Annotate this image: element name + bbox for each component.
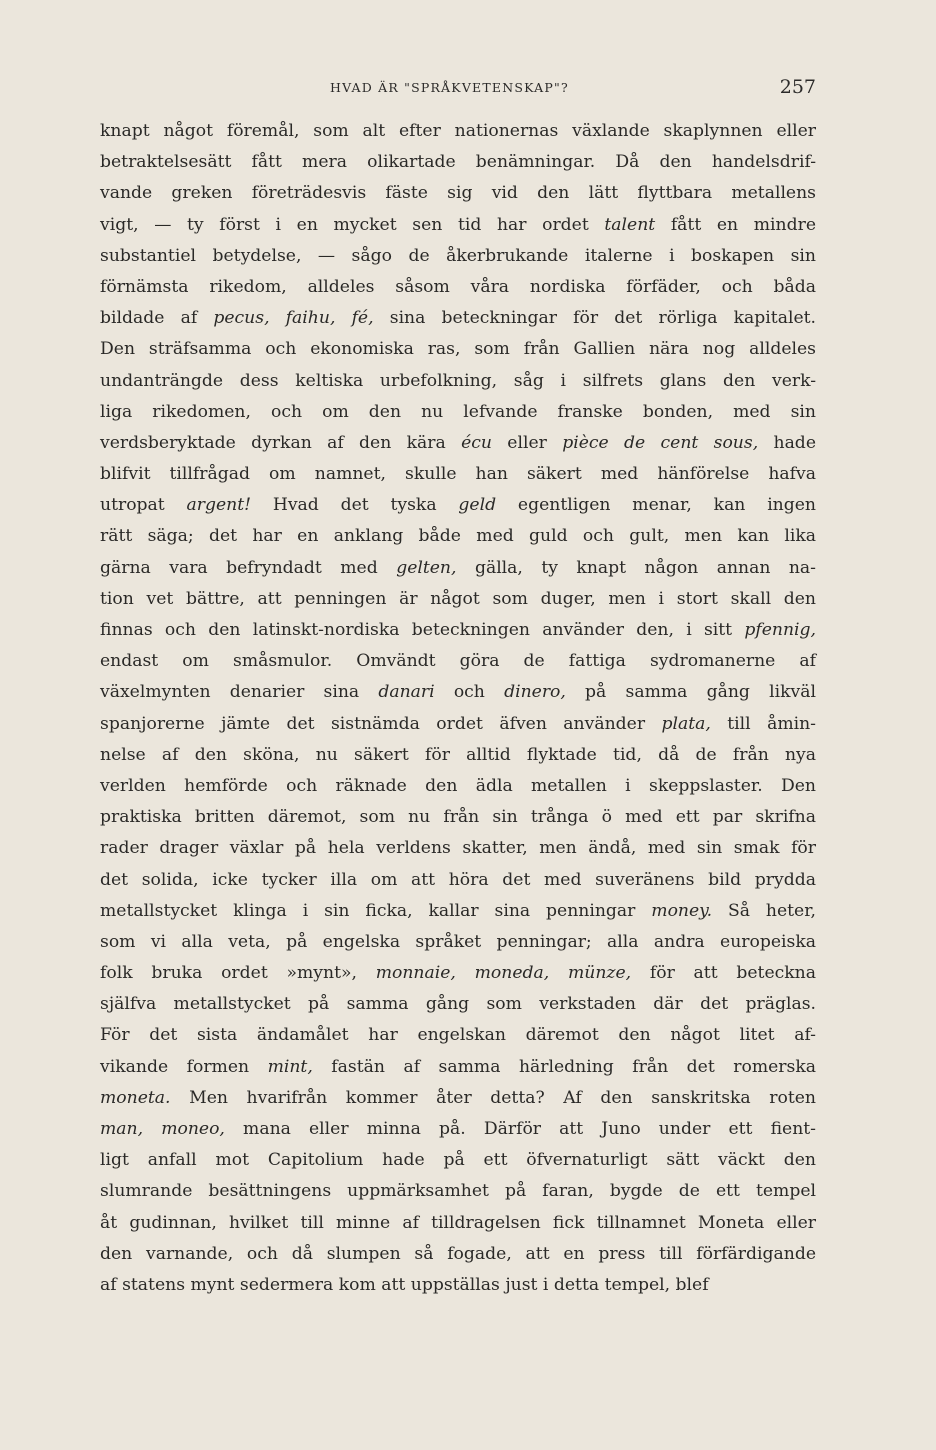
text-segment: verlden hemförde och räknade den ädla metallen i skeppslaster. Den — [100, 775, 816, 796]
text-segment: till åmin- — [710, 713, 816, 734]
text-segment: bildade af — [100, 308, 214, 329]
text-line — [100, 709, 816, 740]
italic-word: dinero, — [504, 682, 566, 703]
text-segment: undanträngde dess keltiska urbefolkning, såg i silfrets glans den verk- — [100, 370, 816, 391]
text-segment: som vi alla veta, på engelska språket penningar; alla andra europeiska — [100, 931, 816, 952]
text-segment: hade — [758, 432, 816, 453]
text-line — [100, 459, 816, 490]
text-segment: eller — [491, 432, 563, 453]
text-segment: vikande formen — [100, 1056, 268, 1077]
text-segment: finnas och den latinskt-nordiska beteckningen använder den, i sitt — [100, 620, 745, 640]
text-segment: nelse af den sköna, nu säkert för alltid flyktade tid, då de från nya — [100, 744, 816, 765]
italic-word: écu — [461, 432, 492, 453]
italic-word: pecus, faihu, fé, — [213, 308, 374, 329]
text-line — [100, 865, 816, 896]
text-line — [100, 1052, 816, 1083]
text-segment: slumrande besättningens uppmärksamhet på faran, bygde de ett tempel — [100, 1181, 816, 1202]
text-segment: verdsberyktade dyrkan af den kära — [100, 432, 462, 453]
text-segment: växelmynten denarier sina — [100, 682, 379, 703]
running-head: HVAD ÄR "SPRÅKVETENSKAP"? — [330, 80, 569, 95]
text-line — [100, 989, 816, 1020]
text-segment: Hvad det tyska — [251, 495, 459, 516]
text-line — [100, 1208, 816, 1239]
text-line — [100, 677, 816, 708]
text-segment: endast om småsmulor. Omvändt göra de fattiga sydromanerne af — [100, 651, 816, 672]
text-line — [100, 771, 816, 802]
text-segment: metallstycket klinga i sin ficka, kallar sina penningar — [100, 900, 652, 921]
text-line — [100, 241, 816, 272]
text-line — [100, 646, 816, 677]
italic-word: geld — [458, 495, 497, 516]
text-line — [100, 147, 816, 178]
text-segment: själfva metallstycket på samma gång som verkstaden där det präglas. — [100, 994, 816, 1015]
text-segment: folk bruka ordet »mynt», — [100, 963, 376, 984]
text-line — [100, 178, 816, 209]
text-segment: tion vet bättre, att penningen är något som duger, men i stort skall den — [100, 588, 816, 609]
text-line — [100, 428, 816, 459]
text-segment: sina beteckningar för det rörliga kapitalet. — [373, 308, 816, 329]
text-segment: åt gudinnan, hvilket till minne af tilldragelsen fick tillnamnet Moneta eller — [100, 1212, 816, 1233]
text-segment: gälla, ty knapt någon annan na- — [456, 557, 816, 578]
italic-word: danari — [378, 682, 435, 703]
text-line — [100, 740, 816, 771]
text-segment: betraktelsesätt fått mera olikartade benämningar. Då den handelsdrif- — [100, 152, 816, 173]
text-segment: Men hvarifrån kommer åter detta? Af den sanskritska roten — [170, 1087, 816, 1108]
italic-word: plata, — [661, 713, 711, 734]
text-segment: den varnande, och då slumpen så fogade, att en press till förfärdigande — [100, 1243, 816, 1264]
text-line — [100, 397, 816, 428]
text-segment: fastän af samma härledning från det romerska — [312, 1056, 816, 1077]
italic-word: mint, — [267, 1056, 313, 1077]
text-segment: liga rikedomen, och om den nu lefvande franske bonden, med sin — [100, 401, 816, 422]
text-line — [100, 1114, 816, 1145]
text-line — [100, 1239, 816, 1270]
text-segment: af statens mynt sedermera kom att uppställas just i detta tempel, blef — [100, 1274, 709, 1295]
page-number: 257 — [779, 76, 816, 98]
text-line — [100, 334, 816, 365]
text-line — [100, 896, 816, 927]
text-segment: egentligen menar, kan ingen — [496, 495, 816, 516]
text-segment: Så heter, — [712, 900, 816, 921]
text-segment: Den sträfsamma och ekonomiska ras, som från Gallien nära nog alldeles — [100, 339, 816, 360]
text-segment: knapt något föremål, som alt efter nationernas växlande skaplynnen eller — [100, 121, 816, 141]
text-line — [100, 927, 816, 958]
text-line — [100, 958, 816, 989]
text-line — [100, 1176, 816, 1207]
text-line — [100, 1270, 816, 1301]
text-segment: och — [434, 682, 505, 703]
italic-word: talent — [604, 214, 656, 235]
text-line — [100, 802, 816, 833]
text-segment: på samma gång likväl — [565, 682, 816, 703]
text-line — [100, 521, 816, 552]
text-segment: förnämsta rikedom, alldeles såsom våra nordiska förfäder, och båda — [100, 276, 816, 297]
text-segment: substantiel betydelse, — sågo de åkerbrukande italerne i boskapen sin — [100, 245, 816, 266]
text-segment: fått en mindre — [655, 214, 816, 235]
text-line — [100, 116, 816, 147]
body-text — [100, 116, 816, 1301]
text-line — [100, 303, 816, 334]
page-header — [100, 76, 816, 100]
text-line — [100, 584, 816, 615]
text-segment: För det sista ändamålet har engelskan däremot den något litet af- — [100, 1025, 816, 1046]
text-line — [100, 1145, 816, 1176]
text-segment: vigt, — ty först i en mycket sen tid har ordet — [100, 214, 605, 235]
text-segment: blifvit tillfrågad om namnet, skulle han säkert med hänförelse hafva — [100, 464, 816, 485]
text-segment: mana eller minna på. Därför att Juno under ett fient- — [224, 1119, 816, 1139]
text-line — [100, 490, 816, 521]
text-segment: rätt säga; det har en anklang både med guld och gult, men kan lika — [100, 526, 816, 547]
text-segment: spanjorerne jämte det sistnämda ordet äfven använder — [100, 713, 662, 734]
text-line — [100, 210, 816, 241]
text-line — [100, 1020, 816, 1051]
text-segment: för att beteckna — [631, 963, 816, 984]
italic-word: man, moneo, — [100, 1119, 225, 1139]
text-line — [100, 553, 816, 584]
italic-word: argent! — [186, 495, 252, 516]
italic-word: money. — [651, 900, 713, 921]
text-line — [100, 1083, 816, 1114]
text-segment: praktiska britten däremot, som nu från sin trånga ö med ett par skrifna — [100, 807, 816, 828]
italic-word: monnaie, moneda, münze, — [375, 963, 632, 984]
italic-word: pièce de cent sous, — [562, 432, 759, 453]
text-line — [100, 272, 816, 303]
text-segment: rader drager växlar på hela verldens skatter, men ändå, med sin smak för — [100, 838, 816, 859]
text-line — [100, 833, 816, 864]
text-line — [100, 366, 816, 397]
text-line — [100, 615, 816, 646]
text-segment: ligt anfall mot Capitolium hade på ett öfvernaturligt sätt väckt den — [100, 1150, 816, 1171]
italic-word: gelten, — [396, 557, 457, 578]
italic-word: moneta. — [100, 1087, 171, 1108]
text-segment: det solida, icke tycker illa om att höra det med suveränens bild prydda — [100, 869, 816, 890]
text-segment: gärna vara befryndadt med — [100, 557, 397, 578]
text-segment: vande greken företrädesvis fäste sig vid den lätt flyttbara metallens — [100, 183, 816, 204]
italic-word: pfennig, — [744, 620, 816, 640]
text-segment: utropat — [100, 495, 187, 516]
